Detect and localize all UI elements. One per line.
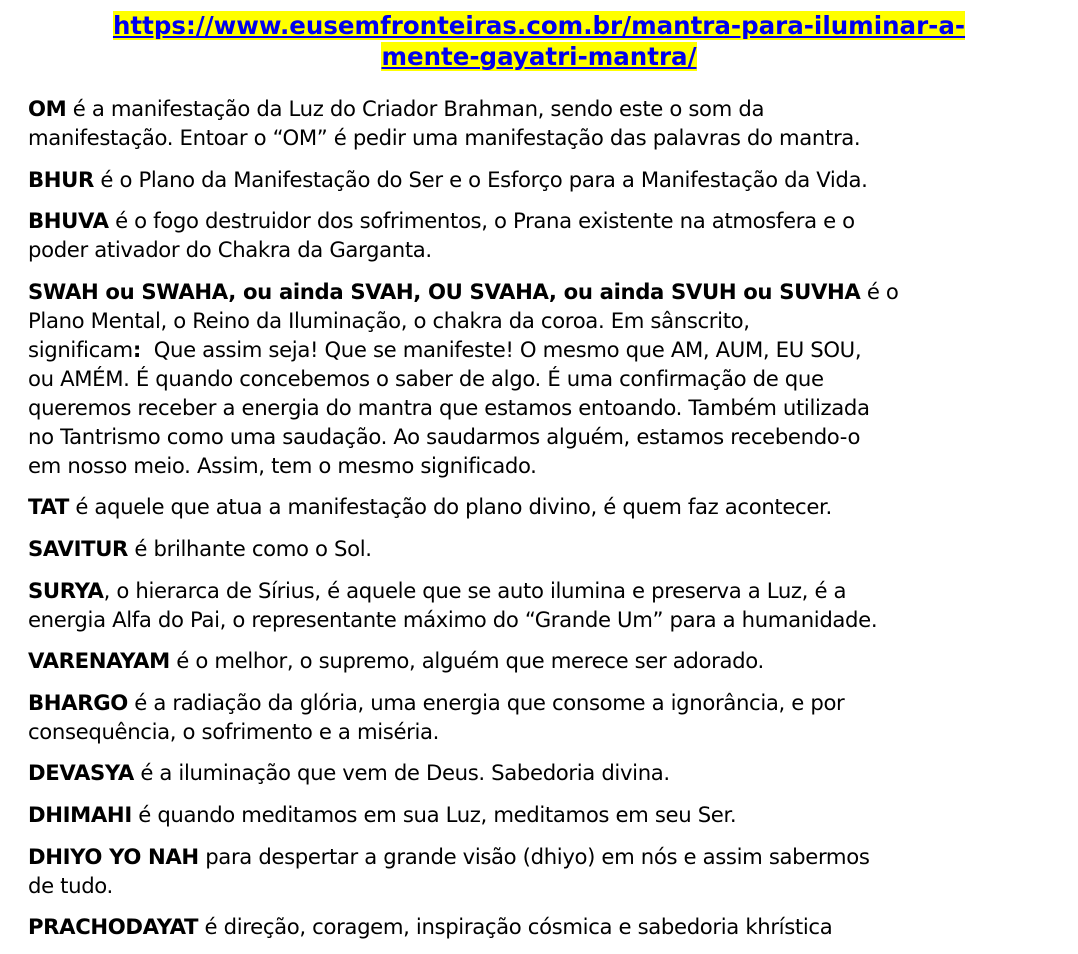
definition-text: consequência, o sofrimento e a miséria.	[28, 718, 440, 744]
term: SAVITUR	[28, 535, 129, 561]
definition-text: ou AMÉM. É quando concebemos o saber de algo. É uma confirmação de que	[28, 365, 824, 391]
entry-bhuva	[28, 206, 1073, 264]
mantra-glossary	[28, 94, 1073, 954]
definition-text: em nosso meio. Assim, tem o mesmo significado.	[28, 452, 537, 478]
entry-devasya	[28, 758, 1073, 787]
term: DHIYO YO NAH	[28, 843, 199, 869]
term: BHUVA	[28, 208, 109, 234]
term: DHIMAHI	[28, 801, 132, 827]
term: SURYA	[28, 577, 104, 603]
colon: :	[132, 336, 141, 362]
entry-dhimahi	[28, 800, 1073, 829]
definition-text: significam	[28, 336, 133, 362]
entry-swah	[28, 277, 1073, 480]
term: OM	[28, 96, 67, 121]
term: TAT	[28, 494, 69, 520]
definition-text: Plano Mental, o Reino da Iluminação, o chakra da coroa. Em sânscrito,	[28, 307, 750, 333]
term: SWAH ou SWAHA, ou ainda SVAH, OU SVAHA, ou ainda SVUH ou SUVHA	[28, 278, 861, 304]
source-url-line-1[interactable]: https://www.eusemfronteiras.com.br/mantra-para-iluminar-a-	[112, 11, 966, 40]
definition-text: é aquele que atua a manifestação do plano divino, é quem faz acontecer.	[68, 494, 832, 520]
entry-prachodayat	[28, 912, 1073, 941]
entry-om	[28, 94, 1073, 152]
entry-surya	[28, 576, 1073, 634]
definition-text: é a iluminação que vem de Deus. Sabedoria divina.	[133, 760, 670, 786]
definition-text: manifestação. Entoar o “OM” é pedir uma manifestação das palavras do mantra.	[28, 125, 861, 150]
term: DEVASYA	[28, 760, 134, 786]
definition-text: é o	[860, 278, 899, 304]
entry-savitur	[28, 534, 1073, 563]
definition-text: no Tantrismo como uma saudação. Ao saudarmos alguém, estamos recebendo-o	[28, 423, 861, 449]
definition-text: é o Plano da Manifestação do Ser e o Esforço para a Manifestação da Vida.	[94, 166, 868, 192]
term: VARENAYAM	[28, 648, 170, 674]
definition-text: poder ativador do Chakra da Garganta.	[28, 237, 432, 263]
definition-text: é brilhante como o Sol.	[128, 535, 372, 561]
definition-text: , o hierarca de Sírius, é aquele que se auto ilumina e preserva a Luz, é a	[103, 577, 847, 603]
entry-tat	[28, 492, 1073, 521]
term: BHUR	[28, 166, 95, 192]
definition-text: Que assim seja! Que se manifeste! O mesmo que AM, AUM, EU SOU,	[140, 336, 862, 362]
term: BHARGO	[28, 689, 128, 715]
definition-text: energia Alfa do Pai, o representante máximo do “Grande Um” para a humanidade.	[28, 606, 878, 632]
definition-text: queremos receber a energia do mantra que estamos entoando. Também utilizada	[28, 394, 870, 420]
definition-text: é direção, coragem, inspiração cósmica e sabedoria khrística	[198, 914, 833, 940]
source-url-link[interactable]	[113, 11, 965, 71]
definition-text: é a manifestação da Luz do Criador Brahman, sendo este o som da	[66, 96, 765, 121]
term: PRACHODAYAT	[28, 914, 199, 940]
source-url-line-2[interactable]: mente-gayatri-mantra/	[381, 42, 697, 71]
definition-text: para despertar a grande visão (dhiyo) em nós e assim sabermos	[198, 843, 870, 869]
source-link-header	[0, 10, 1078, 72]
entry-varenayam	[28, 646, 1073, 675]
definition-text: é a radiação da glória, uma energia que consome a ignorância, e por	[127, 689, 845, 715]
definition-text: é quando meditamos em sua Luz, meditamos em seu Ser.	[131, 801, 737, 827]
entry-dhiyo-yo-nah	[28, 842, 1073, 900]
entry-bhur	[28, 165, 1073, 194]
definition-text: é o fogo destruidor dos sofrimentos, o Prana existente na atmosfera e o	[108, 208, 855, 234]
definition-text: é o melhor, o supremo, alguém que merece ser adorado.	[169, 648, 764, 674]
definition-text: de tudo.	[28, 872, 113, 898]
entry-bhargo	[28, 688, 1073, 746]
